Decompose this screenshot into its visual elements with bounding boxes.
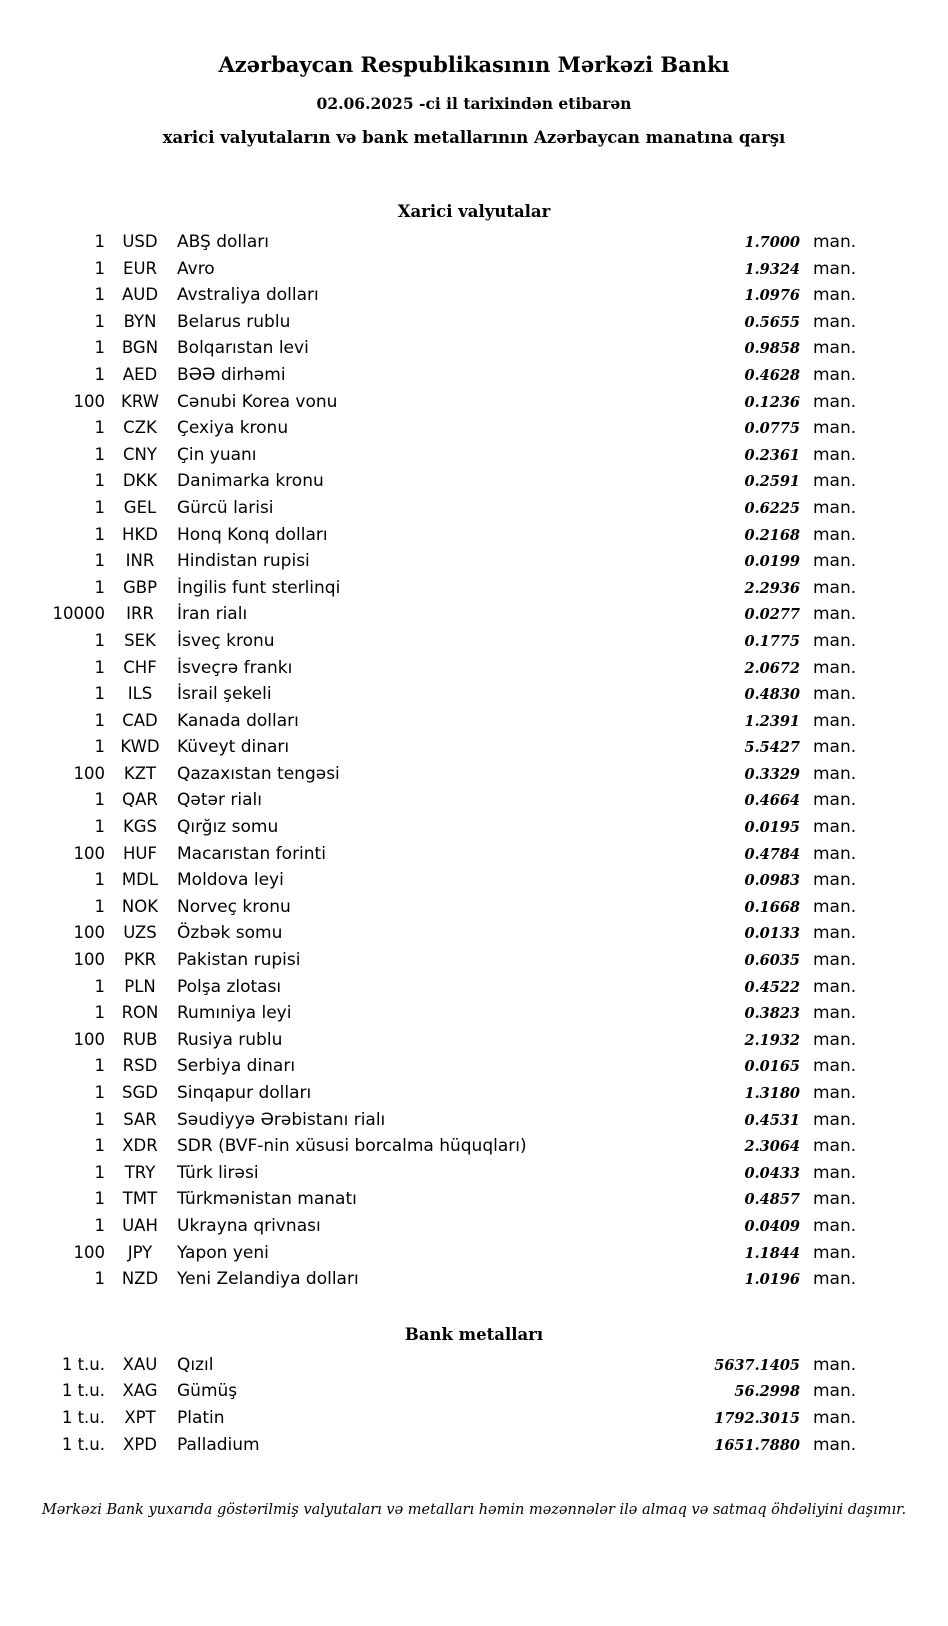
quantity: 1 [94,1136,105,1156]
currency-name: Avstraliya dolları [177,285,319,306]
rate-row [0,256,858,283]
rate-unit: man. [813,817,857,838]
rate-unit: man. [813,1215,857,1236]
rate-value: 2.2936 [744,579,800,597]
rate-value: 2.3064 [744,1138,800,1156]
rate-unit: man. [813,763,857,784]
currency-code: RUB [122,1029,158,1049]
rate-row [0,522,858,549]
rate-unit: man. [813,1407,857,1428]
currency-code: HUF [123,843,157,863]
rate-row [0,1080,858,1107]
rate-value: 0.2361 [744,446,800,464]
rate-value: 0.0775 [744,420,800,438]
rate-row [0,601,858,628]
rate-value: 0.4531 [744,1111,800,1129]
currency-code: NOK [121,896,159,916]
quantity: 1 [94,577,105,597]
currency-name: İran rialı [177,604,248,625]
currency-name: Hindistan rupisi [177,551,310,572]
currency-code: SEK [124,630,156,650]
rate-value: 0.4664 [744,792,800,810]
rate-unit: man. [813,1083,857,1103]
currency-code: KGS [122,817,158,837]
quantity: 1 [94,1109,105,1129]
currency-name: İsrail şekeli [177,684,272,705]
rate-row [0,1405,858,1432]
quantity: 1 [94,630,105,650]
currency-name: Platin [177,1407,225,1428]
rate-value: 0.6035 [744,952,800,970]
currency-rates-table [0,229,948,1293]
currency-name: Kanada dolları [177,710,299,731]
currency-code: MDL [121,870,159,890]
rate-row [0,867,858,894]
rate-value: 0.5655 [744,313,800,331]
currency-code: KRW [121,391,159,411]
quantity: 100 [73,1242,105,1262]
rate-value: 5637.1405 [714,1356,800,1374]
rate-row [0,362,858,389]
quantity: 1 [94,471,105,491]
rate-value: 0.0133 [744,925,800,943]
rate-unit: man. [813,1354,857,1375]
rate-value: 0.0195 [744,819,800,837]
page-title: Azərbaycan Respublikasının Mərkəzi Bankı [218,52,730,77]
quantity: 1 [94,285,105,305]
currency-name: Səudiyyə Ərəbistanı rialı [177,1109,386,1130]
section-title-bank-metals: Bank metalları [404,1324,544,1344]
rate-unit: man. [813,684,857,705]
rate-row [0,1160,858,1187]
quantity: 1 [94,364,105,384]
currency-code: INR [125,551,155,571]
rate-row [0,974,858,1001]
currency-name: Avro [177,258,215,279]
rate-value: 0.0165 [744,1058,800,1076]
quantity: 1 [94,896,105,916]
currency-code: CAD [122,710,158,730]
rate-row [0,1378,858,1405]
rate-row [0,761,858,788]
rate-value: 0.4628 [744,366,800,384]
rate-value: 0.0409 [744,1217,800,1235]
rate-unit: man. [813,338,857,359]
quantity: 100 [73,763,105,783]
rate-value: 0.1236 [744,393,800,411]
rate-row [0,1266,858,1293]
currency-name: SDR (BVF-nin xüsusi borcalma hüquqları) [177,1136,527,1157]
currency-code: SAR [123,1109,157,1129]
rate-value: 0.9858 [744,340,800,358]
quantity: 100 [73,923,105,943]
currency-code: GBP [122,577,158,597]
rate-value: 0.2591 [744,473,800,491]
quantity: 1 [94,311,105,331]
rate-row [0,1240,858,1267]
rate-row [0,1352,858,1379]
currency-name: İsveçrə frankı [177,657,293,678]
rate-unit: man. [813,577,857,598]
currency-code: CZK [123,418,157,438]
currency-name: Gümüş [177,1381,238,1402]
quantity: 1 [94,657,105,677]
currency-code: NZD [121,1269,159,1289]
rate-value: 0.1668 [744,898,800,916]
disclaimer-text: Mərkəzi Bank yuxarıda göstərilmiş valyutaları və metalları həmin məzənnələr ilə almaq və satmaq öhdəliyini daşımır. [41,1502,907,1519]
rate-row [0,628,858,655]
rate-row [0,681,858,708]
currency-code: EUR [123,258,157,278]
quantity: 1 [94,710,105,730]
rate-row [0,1432,858,1459]
rate-row [0,894,858,921]
currency-code: USD [122,232,158,251]
rate-unit: man. [813,1189,857,1210]
quantity: 100 [73,843,105,863]
currency-name: Sinqapur dolları [177,1083,312,1103]
rate-unit: man. [813,790,857,811]
rate-row [0,1053,858,1080]
rate-row [0,708,858,735]
rate-unit: man. [813,1109,857,1130]
rate-row [0,442,858,469]
rate-unit: man. [813,551,857,572]
currency-name: ABŞ dolları [177,232,269,252]
rate-row [0,734,858,761]
rate-unit: man. [813,657,857,678]
currency-name: Cənubi Korea vonu [177,391,338,412]
currency-name: Pakistan rupisi [177,950,301,971]
quantity: 1 t.u. [61,1434,105,1454]
quantity: 1 [94,790,105,810]
rate-unit: man. [813,232,857,252]
currency-name: Qızıl [177,1354,214,1375]
quantity: 100 [73,950,105,970]
rate-value: 5.5427 [744,739,800,757]
quantity: 100 [73,1029,105,1049]
rate-row [0,468,858,495]
currency-name: Honq Konq dolları [177,524,328,545]
rate-unit: man. [813,471,857,492]
currency-name: Rusiya rublu [177,1029,283,1050]
rate-row [0,814,858,841]
section-title-foreign-currencies: Xarici valyutalar [397,202,551,221]
quantity: 1 [94,551,105,571]
currency-name: BƏƏ dirhəmi [177,364,286,385]
rate-row [0,947,858,974]
currency-name: Küveyt dinarı [177,737,290,758]
rate-unit: man. [813,444,857,465]
rate-unit: man. [813,285,857,306]
rate-value: 0.6225 [744,499,800,517]
rate-unit: man. [813,976,857,997]
currency-code: KZT [123,763,157,783]
rate-row [0,415,858,442]
currency-code: SGD [122,1083,158,1102]
currency-name: Qətər rialı [177,790,262,811]
rate-unit: man. [813,710,857,731]
currency-code: XAG [122,1381,158,1401]
currency-code: AED [122,364,158,384]
currency-name: Moldova leyi [177,870,284,891]
rate-value: 1.3180 [744,1085,800,1102]
rate-row [0,920,858,947]
currency-name: Türk lirəsi [177,1162,259,1183]
rate-unit: man. [813,391,857,412]
currency-code: DKK [122,471,158,491]
rate-unit: man. [813,1434,857,1455]
quantity: 1 t.u. [61,1354,105,1374]
currency-name: Serbiya dinarı [177,1056,296,1077]
currency-name: Danimarka kronu [177,471,324,492]
rate-value: 0.2168 [744,526,800,544]
metal-rates-table [0,1352,948,1458]
currency-code: TMT [122,1189,158,1209]
rate-unit: man. [813,1029,857,1050]
quantity: 1 [94,1162,105,1182]
rate-value: 56.2998 [734,1383,800,1401]
quantity: 100 [73,391,105,411]
page-subtitle: xarici valyutaların və bank metallarının Azərbaycan manatına qarşı [162,128,786,147]
rate-value: 0.0199 [744,553,800,571]
currency-code: UZS [123,923,157,943]
currency-name: Palladium [177,1434,260,1455]
currency-name: Gürcü larisi [177,497,274,518]
rate-value: 1.1844 [744,1244,800,1262]
rate-value: 0.1775 [744,632,800,650]
currency-code: BGN [121,338,159,358]
rate-unit: man. [813,311,857,332]
quantity: 1 [94,1269,105,1289]
currency-code: XPD [123,1434,157,1454]
quantity: 1 [94,1215,105,1235]
currency-name: Qazaxıstan tengəsi [177,763,340,784]
currency-name: Bolqarıstan levi [177,338,309,359]
rate-row [0,495,858,522]
rate-row [0,282,858,309]
rate-unit: man. [813,418,857,439]
rate-unit: man. [813,1056,857,1077]
rate-row [0,1027,858,1054]
quantity: 1 [94,737,105,757]
rate-row [0,841,858,868]
currency-name: Çin yuanı [177,444,257,465]
quantity: 1 t.u. [61,1407,105,1427]
rate-unit: man. [813,737,857,758]
quantity: 1 [94,524,105,544]
quantity: 1 [94,444,105,464]
rate-value: 0.4857 [744,1191,800,1209]
effective-date-line: 02.06.2025 -ci il tarixindən etibarən [316,94,632,113]
currency-name: Yapon yeni [177,1242,269,1263]
rate-row [0,389,858,416]
currency-name: Türkmənistan manatı [177,1189,357,1210]
rate-value: 0.3823 [744,1005,800,1023]
rate-unit: man. [813,1162,857,1183]
currency-code: KWD [120,737,160,757]
rate-unit: man. [813,843,857,864]
rate-value: 1.0976 [744,287,800,305]
currency-code: JPY [127,1242,153,1262]
currency-code: XPT [124,1407,156,1427]
currency-name: Macarıstan forinti [177,843,326,864]
quantity: 1 [94,418,105,438]
currency-name: İsveç kronu [177,630,275,651]
currency-code: UAH [122,1215,158,1235]
currency-name: Çexiya kronu [177,418,289,439]
rate-unit: man. [813,923,857,944]
rate-value: 2.0672 [744,659,800,677]
rate-unit: man. [813,1242,857,1263]
rate-row [0,1213,858,1240]
currency-code: IRR [126,604,154,624]
rate-row [0,548,858,575]
currency-code: CHF [123,657,157,677]
rate-unit: man. [813,1136,857,1157]
currency-name: Ukrayna qrivnası [177,1215,321,1236]
rate-value: 0.4830 [744,686,800,704]
rate-row [0,335,858,362]
quantity: 1 [94,497,105,517]
quantity: 1 [94,258,105,278]
quantity: 1 [94,1056,105,1076]
rate-row [0,787,858,814]
rate-row [0,655,858,682]
currency-name: Qırğız somu [177,817,279,838]
currency-code: CNY [123,444,157,464]
rate-value: 0.0983 [744,872,800,890]
rate-value: 1.9324 [744,260,800,278]
rate-value: 1.2391 [744,712,800,730]
quantity: 1 [94,232,105,251]
currency-code: HKD [122,524,158,544]
rate-unit: man. [813,896,857,917]
currency-code: BYN [123,311,157,331]
quantity: 1 t.u. [61,1381,105,1401]
currency-code: ILS [127,684,153,704]
quantity: 1 [94,817,105,837]
currency-code: PKR [123,950,157,970]
rate-row [0,1000,858,1027]
currency-code: RSD [122,1056,158,1076]
rate-value: 1.0196 [744,1271,800,1289]
rate-unit: man. [813,524,857,545]
currency-name: İngilis funt sterlinqi [177,577,341,598]
rate-value: 0.4522 [744,978,800,996]
currency-code: GEL [123,497,157,517]
quantity: 1 [94,1083,105,1102]
rate-row [0,229,858,256]
rate-value: 1651.7880 [714,1436,800,1454]
rate-unit: man. [813,1269,857,1290]
rate-value: 1792.3015 [714,1409,800,1427]
quantity: 1 [94,684,105,704]
rate-row [0,575,858,602]
rate-unit: man. [813,950,857,971]
currency-code: RON [121,1003,159,1023]
quantity: 1 [94,976,105,996]
currency-name: Özbək somu [177,923,283,944]
currency-code: XDR [122,1136,158,1156]
quantity: 1 [94,870,105,890]
rate-value: 0.4784 [744,845,800,863]
rate-unit: man. [813,1003,857,1024]
rate-unit: man. [813,1381,857,1402]
currency-code: TRY [124,1162,156,1182]
rate-row [0,1107,858,1134]
currency-name: Yeni Zelandiya dolları [177,1269,359,1290]
rate-unit: man. [813,604,857,625]
rate-value: 2.1932 [744,1031,800,1049]
currency-name: Polşa zlotası [177,976,282,997]
quantity: 10000 [52,604,105,624]
currency-name: Belarus rublu [177,311,291,332]
currency-code: PLN [124,976,156,996]
rate-unit: man. [813,870,857,891]
rate-value: 0.0277 [744,606,800,624]
rate-row [0,1186,858,1213]
rate-value: 0.0433 [744,1164,800,1182]
rate-unit: man. [813,630,857,651]
rate-row [0,309,858,336]
rate-unit: man. [813,364,857,385]
rate-value: 1.7000 [744,234,800,251]
currency-name: Norveç kronu [177,896,291,917]
currency-code: AUD [121,285,159,305]
currency-code: QAR [122,790,158,810]
currency-code: XAU [122,1354,158,1374]
quantity: 1 [94,1189,105,1209]
currency-name: Rumıniya leyi [177,1003,292,1024]
rate-row [0,1133,858,1160]
rate-unit: man. [813,258,857,279]
rate-value: 0.3329 [744,765,800,783]
quantity: 1 [94,338,105,358]
quantity: 1 [94,1003,105,1023]
rate-unit: man. [813,497,857,518]
